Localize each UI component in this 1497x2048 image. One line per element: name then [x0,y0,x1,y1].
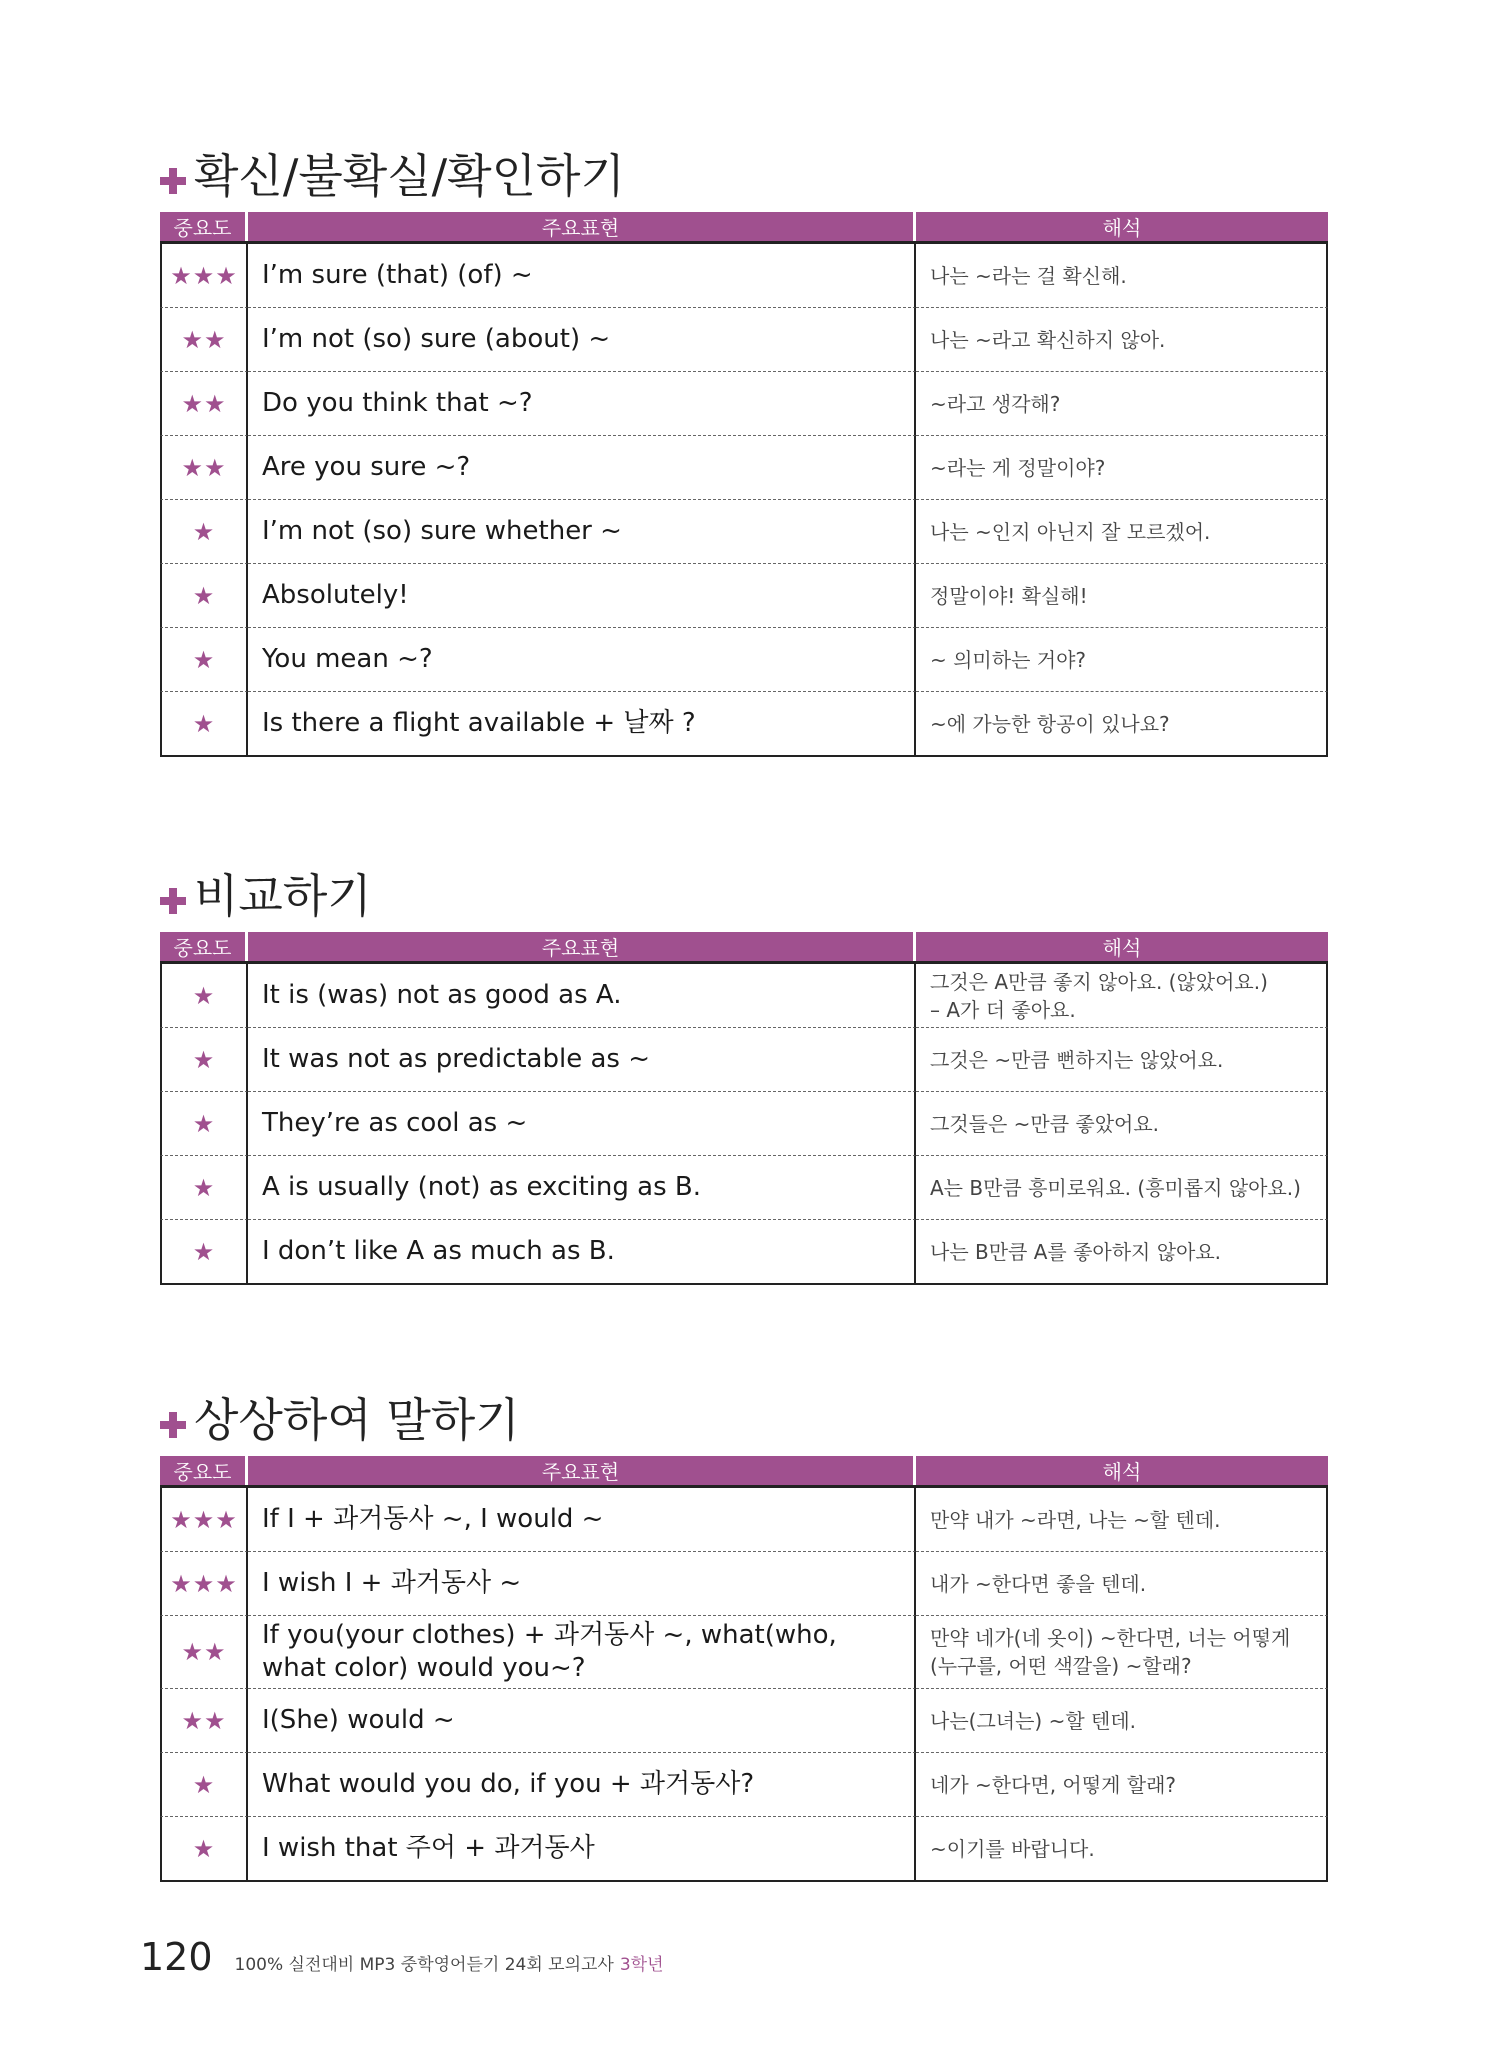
header-expression: 주요표현 [248,1456,916,1485]
importance-stars: ★ [160,1817,248,1882]
table-row [160,500,1328,564]
expression-text: I’m sure (that) (of) ~ [248,241,916,308]
table-header [160,932,1328,961]
table-row [160,1753,1328,1817]
expression-text: Is there a flight available + 날짜 ? [248,692,916,757]
header-importance: 중요도 [160,932,248,961]
table-row [160,372,1328,436]
table-row [160,564,1328,628]
meaning-text: 내가 ~한다면 좋을 텐데. [916,1552,1328,1616]
plus-icon [160,1412,186,1438]
meaning-text: 나는(그녀는) ~할 텐데. [916,1689,1328,1753]
importance-stars: ★ [160,1092,248,1156]
table-row [160,308,1328,372]
expression-table [160,932,1328,1285]
table-row [160,1156,1328,1220]
expression-text: If I + 과거동사 ~, I would ~ [248,1485,916,1552]
expression-text: What would you do, if you + 과거동사? [248,1753,916,1817]
expression-text: I wish that 주어 + 과거동사 [248,1817,916,1882]
importance-stars: ★★★ [160,1485,248,1552]
meaning-text: 그것은 A만큼 좋지 않아요. (않았어요.) – A가 더 좋아요. [916,961,1328,1028]
table-row [160,1689,1328,1753]
meaning-text: 그것은 ~만큼 뻔하지는 않았어요. [916,1028,1328,1092]
meaning-text: 만약 내가 ~라면, 나는 ~할 텐데. [916,1485,1328,1552]
table-row [160,1485,1328,1552]
expression-text: You mean ~? [248,628,916,692]
importance-stars: ★★ [160,1616,248,1689]
table-row [160,1552,1328,1616]
grade-label: 3학년 [619,1955,664,1975]
expression-text: I’m not (so) sure (about) ~ [248,308,916,372]
table-row [160,1616,1328,1689]
meaning-text: 나는 B만큼 A를 좋아하지 않아요. [916,1220,1328,1285]
meaning-text: ~라는 게 정말이야? [916,436,1328,500]
importance-stars: ★ [160,1753,248,1817]
section-imagination [160,1392,1328,1882]
importance-stars: ★ [160,1028,248,1092]
importance-stars: ★ [160,628,248,692]
meaning-text: 나는 ~라고 확신하지 않아. [916,308,1328,372]
table-row [160,628,1328,692]
expression-text: I wish I + 과거동사 ~ [248,1552,916,1616]
importance-stars: ★★ [160,308,248,372]
meaning-text: ~ 의미하는 거야? [916,628,1328,692]
importance-stars: ★★ [160,436,248,500]
section-title-bar [160,148,1328,204]
expression-table [160,212,1328,757]
section-title: 상상하여 말하기 [194,1393,520,1447]
table-row [160,1817,1328,1882]
meaning-text: 네가 ~한다면, 어떻게 할래? [916,1753,1328,1817]
header-meaning: 해석 [916,212,1328,241]
expression-text: I(She) would ~ [248,1689,916,1753]
expression-text: Are you sure ~? [248,436,916,500]
table-row [160,1092,1328,1156]
expression-text: Absolutely! [248,564,916,628]
importance-stars: ★ [160,500,248,564]
section-comparison [160,868,1328,1285]
table-row [160,241,1328,308]
expression-text: A is usually (not) as exciting as B. [248,1156,916,1220]
table-header [160,1456,1328,1485]
section-title: 확신/불확실/확인하기 [194,149,625,203]
table-row [160,1028,1328,1092]
expression-text: They’re as cool as ~ [248,1092,916,1156]
meaning-text: 나는 ~인지 아닌지 잘 모르겠어. [916,500,1328,564]
importance-stars: ★ [160,1220,248,1285]
importance-stars: ★★★ [160,241,248,308]
meaning-text: 그것들은 ~만큼 좋았어요. [916,1092,1328,1156]
header-importance: 중요도 [160,212,248,241]
expression-text: I don’t like A as much as B. [248,1220,916,1285]
header-meaning: 해석 [916,932,1328,961]
importance-stars: ★★★ [160,1552,248,1616]
importance-stars: ★★ [160,372,248,436]
expression-text: It is (was) not as good as A. [248,961,916,1028]
expression-table [160,1456,1328,1882]
table-row [160,692,1328,757]
importance-stars: ★ [160,1156,248,1220]
table-row [160,436,1328,500]
header-importance: 중요도 [160,1456,248,1485]
meaning-text: ~라고 생각해? [916,372,1328,436]
expression-text: It was not as predictable as ~ [248,1028,916,1092]
table-row [160,1220,1328,1285]
plus-icon [160,168,186,194]
meaning-text: 정말이야! 확실해! [916,564,1328,628]
importance-stars: ★ [160,692,248,757]
expression-text: I’m not (so) sure whether ~ [248,500,916,564]
section-title: 비교하기 [194,869,372,923]
meaning-text: ~이기를 바랍니다. [916,1817,1328,1882]
importance-stars: ★★ [160,1689,248,1753]
plus-icon [160,888,186,914]
section-title-bar [160,1392,1328,1448]
meaning-text: 만약 네가(네 옷이) ~한다면, 너는 어떻게 (누구를, 어떤 색깔을) ~할래? [916,1616,1328,1689]
header-expression: 주요표현 [248,932,916,961]
table-header [160,212,1328,241]
importance-stars: ★ [160,564,248,628]
expression-text: If you(your clothes) + 과거동사 ~, what(who, what color) would you~? [248,1616,916,1689]
meaning-text: 나는 ~라는 걸 확신해. [916,241,1328,308]
page-number: 120 [140,1935,213,1979]
header-meaning: 해석 [916,1456,1328,1485]
book-title: 100% 실전대비 MP3 중학영어듣기 24회 모의고사 [234,1955,614,1975]
header-expression: 주요표현 [248,212,916,241]
table-row [160,961,1328,1028]
page-footer [140,1935,664,1979]
section-title-bar [160,868,1328,924]
section-certainty [160,148,1328,757]
importance-stars: ★ [160,961,248,1028]
expression-text: Do you think that ~? [248,372,916,436]
meaning-text: A는 B만큼 흥미로워요. (흥미롭지 않아요.) [916,1156,1328,1220]
meaning-text: ~에 가능한 항공이 있나요? [916,692,1328,757]
